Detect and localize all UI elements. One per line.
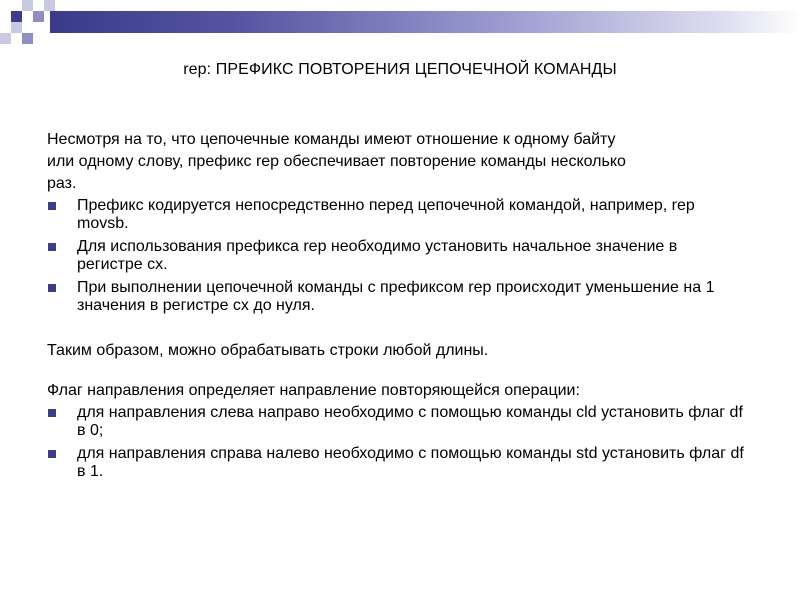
list-item <box>47 445 747 481</box>
decor-square-7 <box>44 0 55 11</box>
decor-square-6 <box>0 33 11 44</box>
decor-square-4 <box>11 22 22 33</box>
list-item-text: Префикс кодируется непосредственно перед цепочечной командой, например, rep movsb. <box>77 197 695 232</box>
list-item <box>47 404 747 440</box>
square-bullet-icon <box>48 243 56 251</box>
intro-line-1: Несмотря на то, что цепочечные команды имеют отношение к одному байту <box>47 131 616 148</box>
decor-square-5 <box>22 33 33 44</box>
square-bullet-icon <box>48 450 56 458</box>
conclusion-text: Таким образом, можно обрабатывать строки любой длины. <box>47 342 489 359</box>
list-item-text: Для использования префикса rep необходимо установить начальное значение в регистре cx. <box>77 238 678 273</box>
square-bullet-icon <box>48 284 56 292</box>
flag-intro-text: Флаг направления определяет направление повторяющейся операции: <box>47 382 580 399</box>
intro-line-3: раз. <box>47 175 77 192</box>
intro-line-2: или одному слову, префикс rep обеспечивает повторение команды несколько <box>47 153 626 170</box>
square-bullet-icon <box>48 409 56 417</box>
square-bullet-icon <box>48 202 56 210</box>
list-item <box>47 238 747 274</box>
slide-body <box>47 131 747 486</box>
list-item <box>47 197 747 233</box>
list-item-text: для направления справа налево необходимо с помощью команды std установить флаг df в 1. <box>77 445 744 480</box>
bullet-list-direction <box>47 404 747 481</box>
decor-square-2 <box>22 0 33 11</box>
decor-square-3 <box>33 11 44 22</box>
list-item-text: для направления слева направо необходимо с помощью команды cld установить флаг df в 0; <box>77 404 743 439</box>
list-item <box>47 279 747 315</box>
slide-title: rep: ПРЕФИКС ПОВТОРЕНИЯ ЦЕПОЧЕЧНОЙ КОМАНДЫ <box>183 61 617 78</box>
header-gradient-band <box>50 11 800 33</box>
list-item-text: При выполнении цепочечной команды с префиксом rep происходит уменьшение на 1 значения в регистре cx до нуля. <box>77 279 715 314</box>
bullet-list-rep <box>47 197 747 315</box>
decor-square-1 <box>11 11 22 22</box>
